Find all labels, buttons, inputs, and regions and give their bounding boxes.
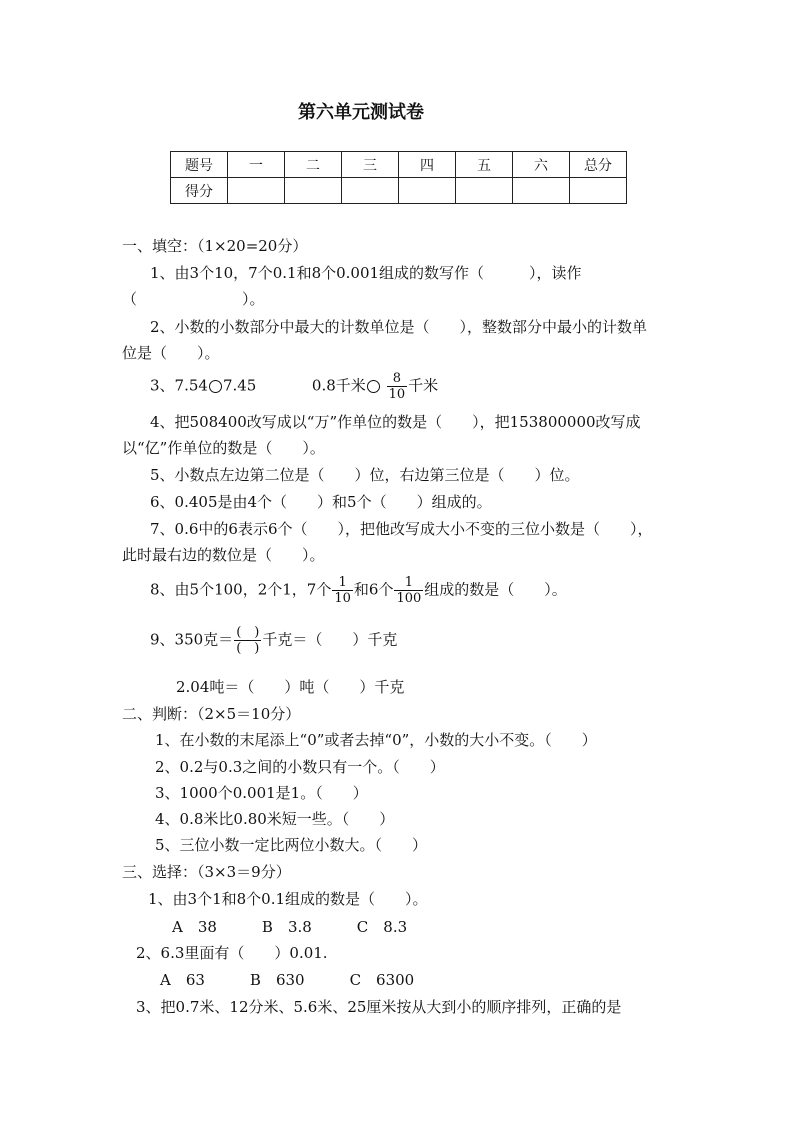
table-cell: 三: [342, 152, 399, 178]
list-item: 2、0.2与0.3之间的小数只有一个。（ ）: [155, 758, 445, 776]
options-row: A 38 B 3.8 C 8.3: [172, 918, 408, 936]
table-cell: 一: [228, 152, 285, 178]
fraction-denominator: 10: [388, 387, 406, 402]
score-input-cell[interactable]: [513, 178, 570, 204]
question-text: 3、7.54: [150, 376, 208, 395]
options-row: A 63 B 630 C 6300: [160, 971, 415, 989]
score-table-header-row: [171, 152, 627, 178]
section-heading: 一、填空：（1×20=20分）: [122, 237, 308, 255]
fraction-denominator: ( ): [236, 641, 260, 656]
table-cell: 总分: [570, 152, 627, 178]
question-text: 3、把0.7米、12分米、5.6米、25厘米按从大到小的顺序排列，正确的是: [136, 998, 622, 1016]
fraction-blank[interactable]: [234, 626, 261, 655]
list-item: 3、1000个0.001是1。（ ）: [155, 784, 368, 802]
question-text: 千米: [408, 376, 439, 395]
fraction: [387, 372, 408, 401]
score-input-cell[interactable]: [228, 178, 285, 204]
fraction-numerator: 1: [332, 576, 353, 591]
table-cell: 六: [513, 152, 570, 178]
score-table: [170, 151, 627, 204]
fraction-numerator: 8: [387, 372, 408, 387]
score-input-cell[interactable]: [570, 178, 627, 204]
question-text: 组成的数是（ ）。: [424, 580, 567, 599]
question-text: 2.04吨＝（ ）吨（ ）千克: [176, 678, 405, 696]
section-heading: 三、选择：（3×3＝9分）: [122, 863, 291, 881]
table-cell: 四: [399, 152, 456, 178]
score-input-cell[interactable]: [399, 178, 456, 204]
list-item: 1、在小数的末尾添上“0”或者去掉“0”，小数的大小不变。（ ）: [155, 731, 597, 749]
question-3: [150, 372, 438, 401]
question-text: 位是（ ）。: [122, 344, 220, 362]
score-table-score-row: [171, 178, 627, 204]
compare-circle-blank[interactable]: [209, 380, 222, 393]
table-cell: 题号: [171, 152, 228, 178]
table-cell: 五: [456, 152, 513, 178]
page-title: 第六单元测试卷: [298, 102, 424, 123]
fraction-numerator: ( ): [236, 625, 260, 640]
score-input-cell[interactable]: [456, 178, 513, 204]
question-text: 1、由3个10，7个0.1和8个0.001组成的数写作（ ），读作: [150, 264, 582, 282]
question-text: （ ）。: [122, 290, 265, 308]
question-text: 2、小数的小数部分中最大的计数单位是（ ），整数部分中最小的计数单: [150, 318, 648, 336]
question-9: [150, 626, 397, 655]
score-input-cell[interactable]: [285, 178, 342, 204]
fraction: [332, 576, 353, 605]
question-8: [150, 576, 567, 605]
fraction-numerator: 1: [394, 576, 423, 591]
question-text: 和6个: [353, 580, 394, 599]
question-text: 4、把508400改写成以“万”作单位的数是（ ），把153800000改写成: [150, 413, 641, 431]
list-item: 5、三位小数一定比两位小数大。（ ）: [155, 836, 428, 854]
fraction-denominator: 100: [396, 591, 422, 606]
question-text: 7.45: [222, 376, 257, 395]
question-text: 7、0.6中的6表示6个（ ），把他改写成大小不变的三位小数是（ ），: [150, 520, 653, 538]
question-text: 千克＝（ ）千克: [262, 630, 398, 649]
question-text: 6、0.405是由4个（ ）和5个（ ）组成的。: [150, 493, 492, 511]
fraction: [394, 576, 423, 605]
score-input-cell[interactable]: [342, 178, 399, 204]
fraction-denominator: 10: [334, 591, 351, 606]
question-text: 5、小数点左边第二位是（ ）位，右边第三位是（ ）位。: [150, 466, 580, 484]
section-heading: 二、判断：（2×5＝10分）: [122, 705, 301, 723]
list-item: 4、0.8米比0.80米短一些。（ ）: [155, 810, 395, 828]
table-cell: 二: [285, 152, 342, 178]
table-cell: 得分: [171, 178, 228, 204]
question-text: 2、6.3里面有（ ）0.01.: [136, 944, 328, 962]
question-text: 0.8千米: [311, 376, 366, 395]
compare-circle-blank[interactable]: [367, 380, 380, 393]
question-text: 1、由3个1和8个0.1组成的数是（ ）。: [148, 890, 428, 908]
question-text: 以“亿”作单位的数是（ ）。: [122, 439, 325, 457]
question-text: 8、由5个100，2个1，7个: [150, 580, 332, 599]
question-text: 此时最右边的数位是（ ）。: [122, 546, 325, 564]
question-text: 9、350克＝: [150, 630, 234, 649]
